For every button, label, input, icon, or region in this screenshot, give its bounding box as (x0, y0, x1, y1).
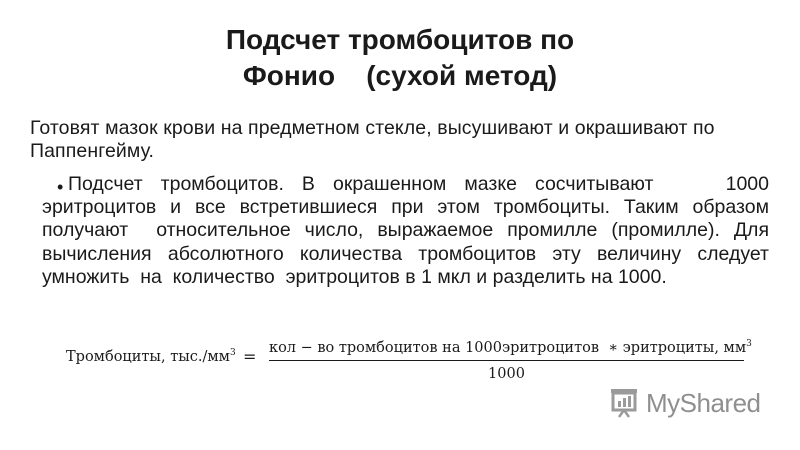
bullet-paragraph: Подсчет тромбоцитов. В окрашенном мазке сосчитывают 1000 эритроцитов и все встретившиеся при этом тромбоциты. Таким образом получают относительное число, выражаемое промилле (промилле). Для вычисления абсолютного количества тромбоцитов эту величину следует умножить на количество эритроцитов в 1 мкл и разделить на 1000. (42, 173, 775, 288)
title-line-1: Подсчет тромбоцитов по (225, 24, 575, 55)
formula-numerator-exponent: 3 (746, 339, 752, 349)
formula-denominator: 1000 (488, 366, 525, 383)
watermark-text: MyShared (646, 387, 761, 418)
formula-numerator-text: кол − во тромбоцитов на 1000эритроцитов ∗ эритроциты, мм (269, 340, 747, 356)
fraction-bar (269, 360, 744, 361)
formula-lhs (66, 348, 236, 365)
myshared-watermark (608, 385, 768, 421)
platelet-formula (66, 335, 752, 385)
bullet-marker: • (57, 177, 64, 197)
formula-equals: = (243, 347, 257, 366)
intro-paragraph: Готовят мазок крови на предметном стекле, высушивают и окрашивают по Паппенгейму. (30, 117, 715, 162)
formula-lhs-text: Тромбоциты, тыс./мм (66, 349, 230, 365)
formula-fraction (269, 335, 752, 383)
presentation-chart-icon (608, 387, 642, 419)
slide-title (0, 22, 800, 94)
title-line-2: Фонио (сухой метод) (242, 60, 558, 91)
formula-numerator (269, 335, 752, 357)
formula-lhs-exponent: 3 (229, 348, 236, 358)
